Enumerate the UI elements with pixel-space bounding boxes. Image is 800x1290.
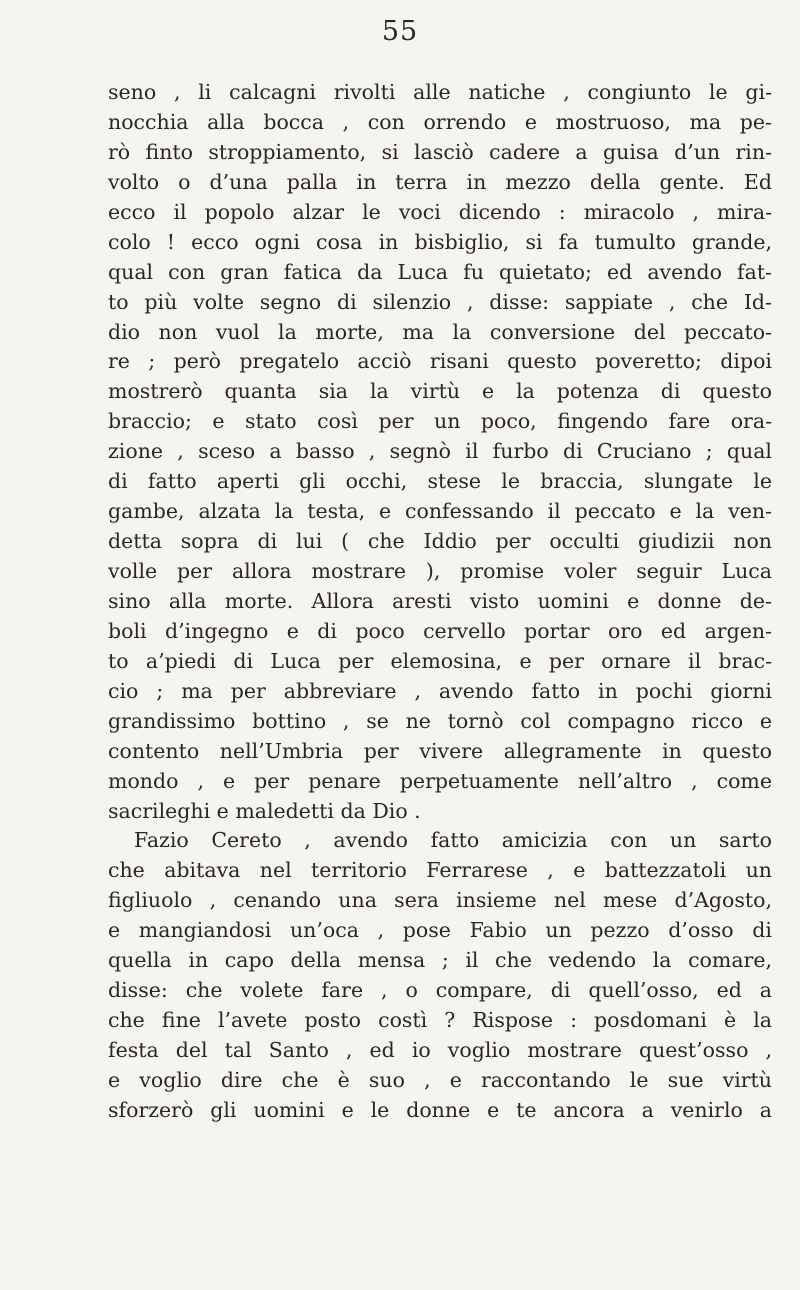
text-line: to a’piedi di Luca per elemosina, e per ornare il brac- <box>108 648 772 673</box>
text-line: cio ; ma per abbreviare , avendo fatto in pochi giorni <box>108 678 772 703</box>
text-line: che abitava nel territorio Ferrarese , e battezzatoli un <box>108 858 772 883</box>
text-line: nocchia alla bocca , con orrendo e mostruoso, ma pe- <box>108 109 772 134</box>
text-line: colo ! ecco ogni cosa in bisbiglio, si fa tumulto grande, <box>108 229 772 254</box>
text-line: di fatto aperti gli occhi, stese le braccia, slungate le <box>108 469 772 494</box>
text-line: mostrerò quanta sia la virtù e la potenza di questo <box>108 379 772 404</box>
text-line: volto o d’una palla in terra in mezzo della gente. Ed <box>108 169 772 194</box>
text-line: detta sopra di lui ( che Iddio per occulti giudizii non <box>108 529 772 554</box>
text-line: mondo , e per penare perpetuamente nell’altro , come <box>108 768 772 793</box>
text-line: volle per allora mostrare ), promise voler seguir Luca <box>108 559 772 583</box>
paragraph-end-line: sacrileghi e maledetti da Dio . <box>108 798 421 823</box>
text-line: sino alla morte. Allora aresti visto uomini e donne de- <box>108 588 772 613</box>
text-line: seno , li calcagni rivolti alle natiche , congiunto le gi- <box>108 80 772 104</box>
text-line: dio non vuol la morte, ma la conversione del peccato- <box>108 319 772 344</box>
text-line: figliuolo , cenando una sera insieme nel mese d’Agosto, <box>108 888 772 913</box>
text-line: disse: che volete fare , o compare, di quell’osso, ed a <box>108 978 772 1003</box>
text-line: contento nell’Umbria per vivere allegramente in questo <box>108 738 772 763</box>
text-line: gambe, alzata la testa, e confessando il peccato e la ven- <box>108 499 772 524</box>
text-line: quella in capo della mensa ; il che vedendo la comare, <box>108 948 772 973</box>
text-line: e voglio dire che è suo , e raccontando le sue virtù <box>108 1067 772 1092</box>
text-line: ecco il popolo alzar le voci dicendo : miracolo , mira- <box>108 199 772 224</box>
text-line: sforzerò gli uomini e le donne e te ancora a venirlo a <box>108 1097 772 1122</box>
text-line: re ; però pregatelo acciò risani questo poveretto; dipoi <box>108 349 772 374</box>
text-line: rò finto stroppiamento, si lasciò cadere a guisa d’un rin- <box>108 139 772 164</box>
text-line: grandissimo bottino , se ne tornò col compagno ricco e <box>108 708 772 733</box>
paragraph-start-line: Fazio Cereto , avendo fatto amicizia con un sarto <box>134 828 772 853</box>
text-line: boli d’ingegno e di poco cervello portar oro ed argen- <box>108 618 772 643</box>
text-line: braccio; e stato così per un poco, fingendo fare ora- <box>108 409 772 434</box>
page-number: 55 <box>381 16 419 47</box>
text-line: to più volte segno di silenzio , disse: sappiate , che Id- <box>108 289 772 314</box>
text-line: festa del tal Santo , ed io voglio mostrare quest’osso , <box>108 1038 772 1062</box>
body-text <box>108 78 772 1126</box>
text-line: e mangiandosi un’oca , pose Fabio un pezzo d’osso di <box>108 918 772 943</box>
text-line: che fine l’avete posto costì ? Rispose : posdomani è la <box>108 1008 772 1033</box>
text-line: qual con gran fatica da Luca fu quietato; ed avendo fat- <box>108 259 772 284</box>
text-line: zione , sceso a basso , segnò il furbo di Cruciano ; qual <box>108 439 772 464</box>
